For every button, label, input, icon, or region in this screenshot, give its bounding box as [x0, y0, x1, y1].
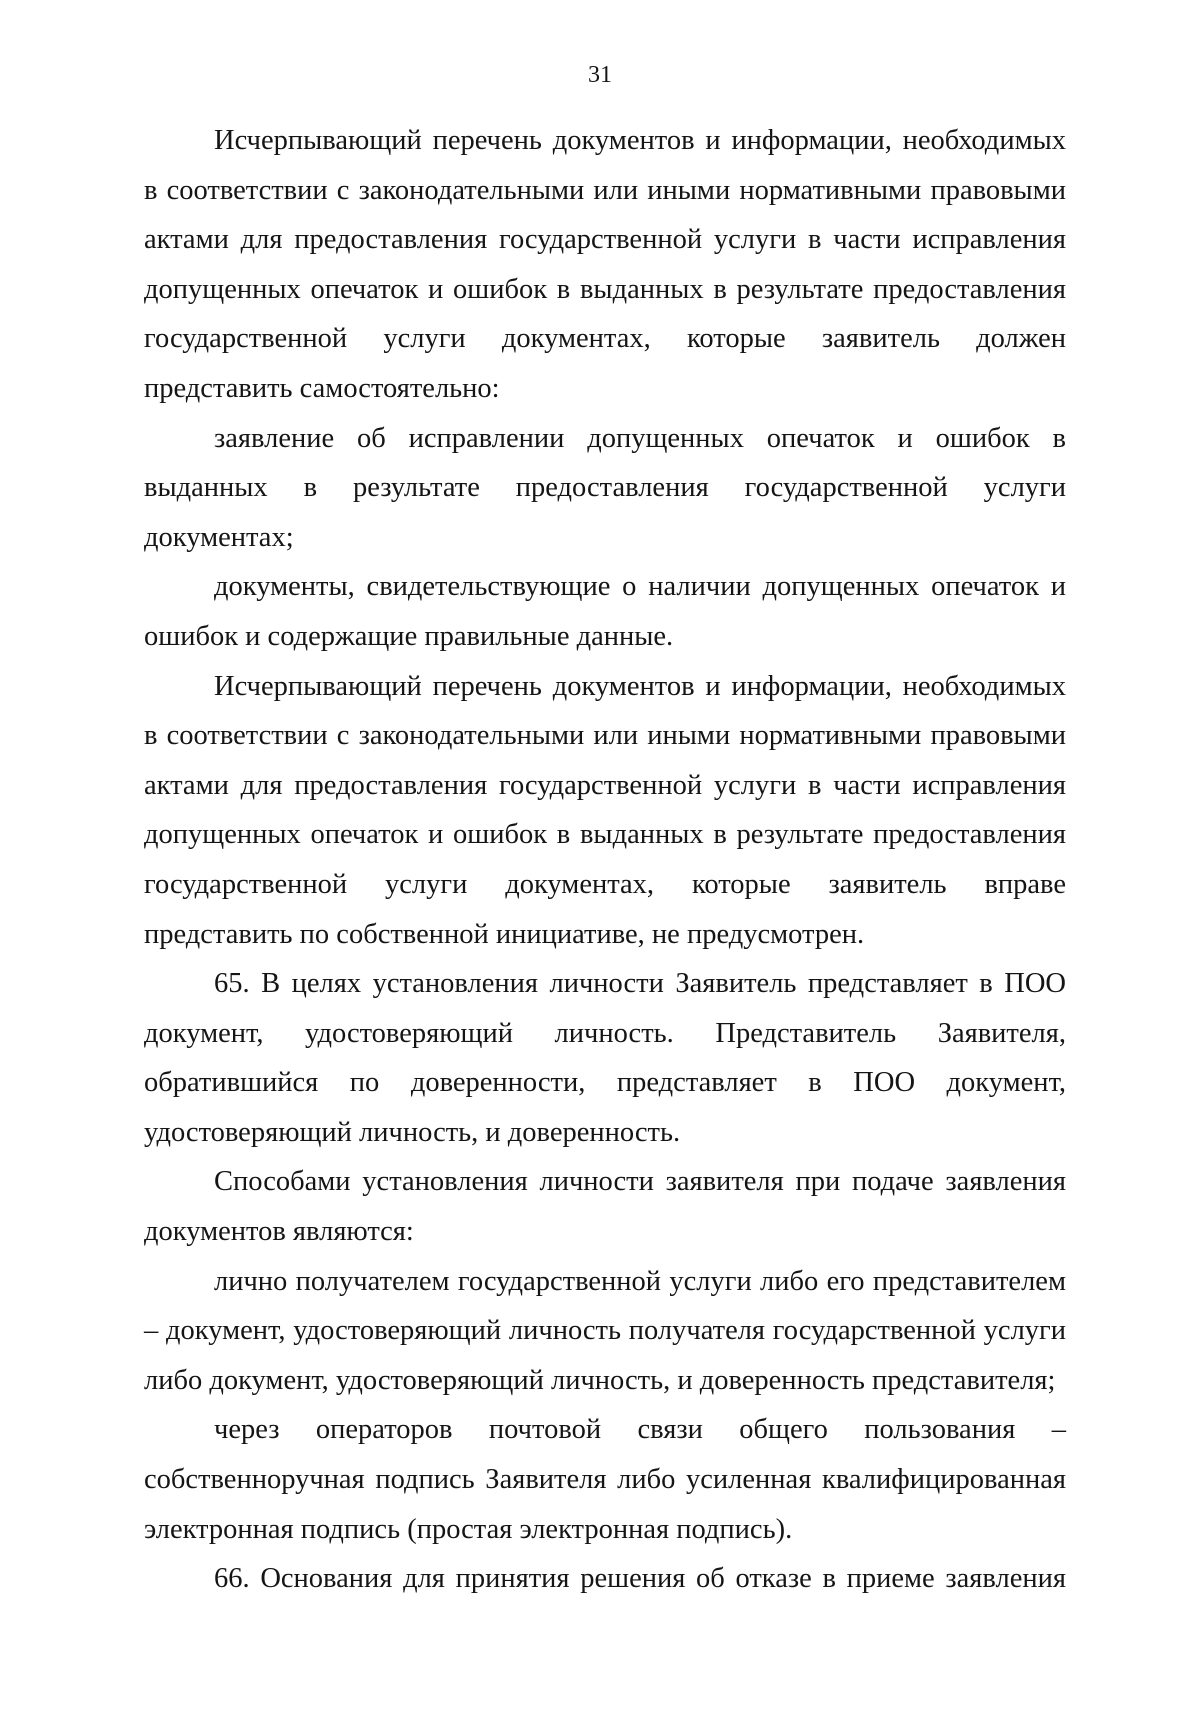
paragraph-required-documents-list: Исчерпывающий перечень документов и информации, необходимых в соответствии с законодательными или иными нормативными правовыми актами для предоставления государственной услуги в части исправления допущенных опечаток и ошибок в выданных в результате предоставления государственной услуги документах, которые заявитель должен представить самостоятельно: [144, 125, 1066, 404]
paragraph-postal-method: через операторов почтовой связи общего пользования – собственноручная подпись Заявителя либо усиленная квалифицированная электронная подпись (простая электронная подпись). [144, 1414, 1066, 1545]
paragraph-item-66-refusal-grounds: 66. Основания для принятия решения об отказе в приеме заявления [214, 1563, 1066, 1595]
paragraph-in-person-method: лично получателем государственной услуги либо его представителем – документ, удостоверяющий личность получателя государственной услуги либо документ, удостоверяющий личность, и доверенность представителя; [144, 1265, 1066, 1396]
document-body [144, 116, 1066, 1604]
paragraph-identity-methods: Способами установления личности заявителя при подаче заявления документов являются: [144, 1166, 1066, 1248]
paragraph-optional-documents-list: Исчерпывающий перечень документов и информации, необходимых в соответствии с законодательными или иными нормативными правовыми актами для предоставления государственной услуги в части исправления допущенных опечаток и ошибок в выданных в результате предоставления государственной услуги документах, которые заявитель вправе представить по собственной инициативе, не предусмотрен. [144, 670, 1066, 950]
page-number: 31 [588, 62, 612, 88]
paragraph-error-evidence-documents: документы, свидетельствующие о наличии допущенных опечаток и ошибок и содержащие правильные данные. [144, 571, 1066, 652]
paragraph-correction-application: заявление об исправлении допущенных опечаток и ошибок в выданных в результате предоставления государственной услуги документах; [144, 422, 1066, 553]
paragraph-item-65-identity: 65. В целях установления личности Заявитель представляет в ПОО документ, удостоверяющий личность. Представитель Заявителя, обратившийся по доверенности, представляет в ПОО документ, удостоверяющий личность, и доверенность. [144, 968, 1066, 1148]
